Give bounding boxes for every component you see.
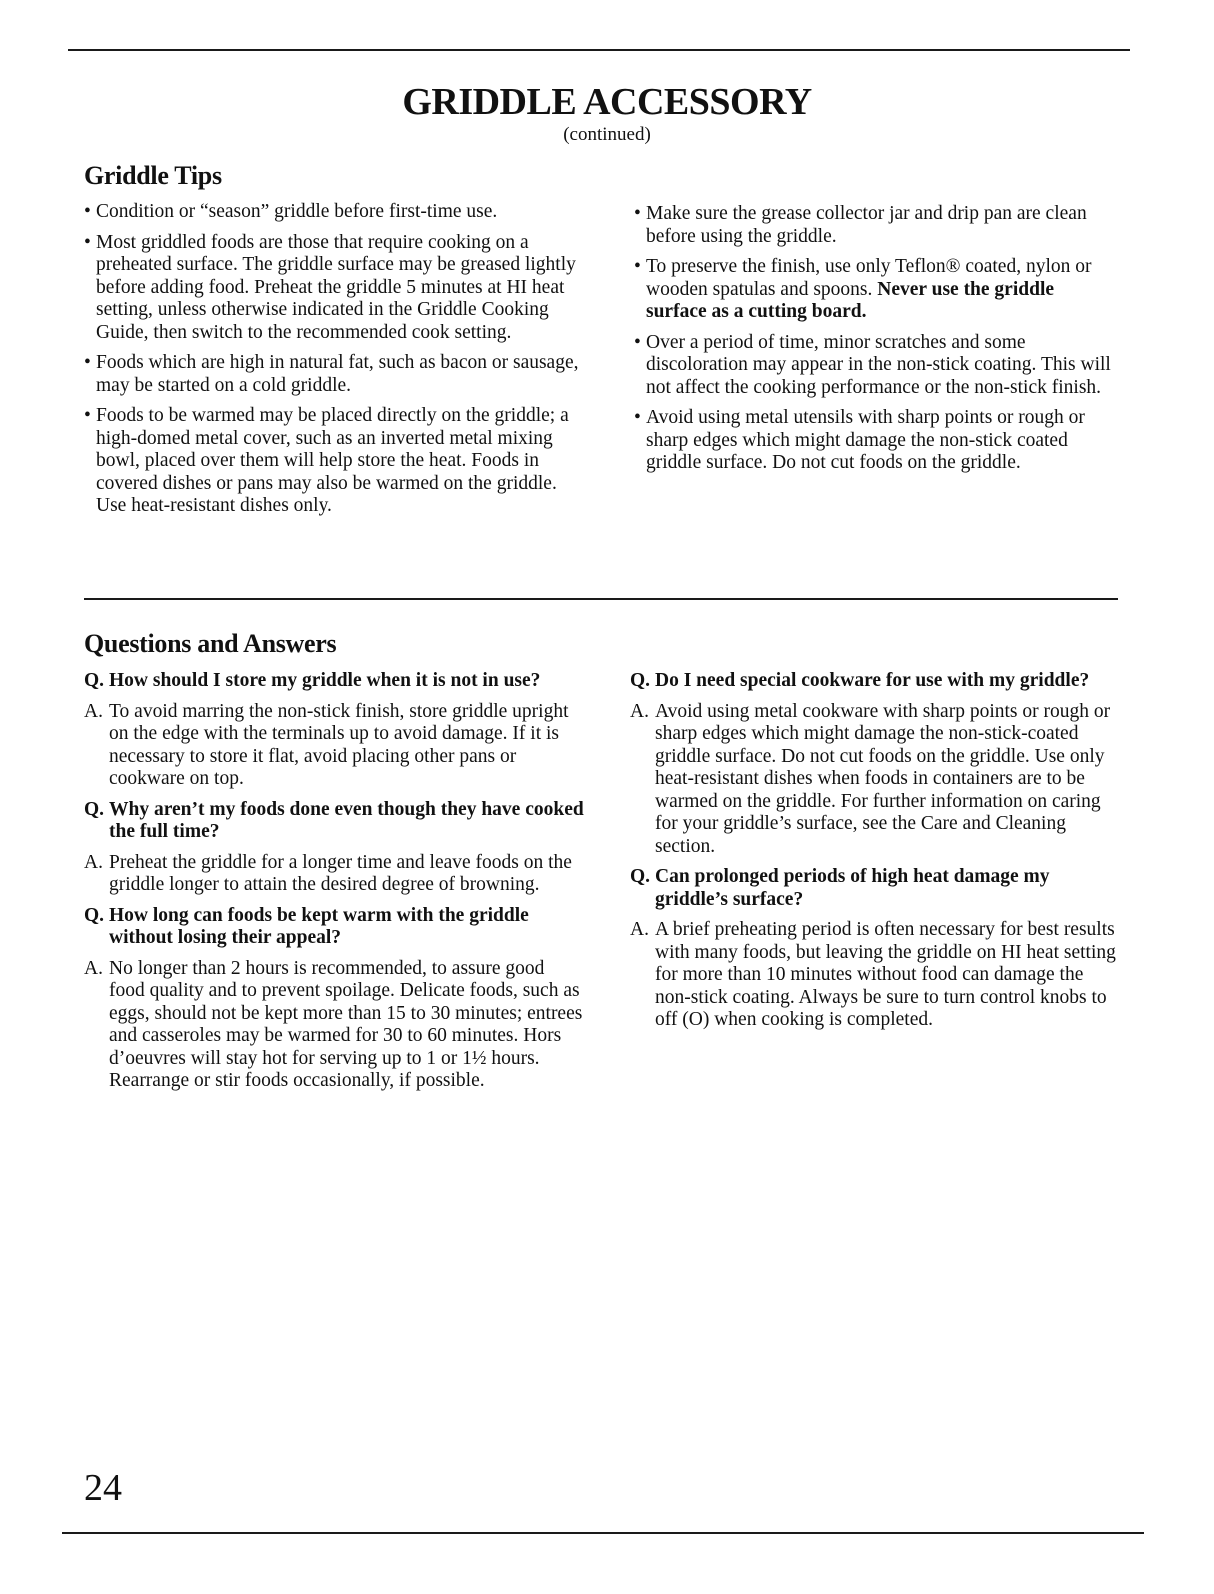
tip-item [634,407,1114,475]
tip-item [84,201,584,224]
tip-text: Over a period of time, minor scratches and some discoloration may appear in the non-stick coating. This will not affect the cooking performance or the non-stick finish. [646,331,1111,398]
question [84,799,584,844]
answer [84,852,584,897]
question [630,866,1120,911]
page-number: 24 [84,1467,122,1509]
tip-item [84,352,584,397]
bullet-icon: • [634,203,641,224]
question-text: Can prolonged periods of high heat damage my griddle’s surface? [655,866,1050,910]
question-marker: Q. [84,670,105,691]
page-subtitle: (continued) [563,124,651,145]
tip-text: Foods to be warmed may be placed directly on the griddle; a high-domed metal cover, such as an inverted metal mixing bowl, placed over them will help store the heat. Foods in covered dishes or pans may also be warmed on the griddle. Use heat-resistant dishes only. [96,405,569,516]
answer [630,701,1120,859]
question-marker: Q. [630,670,651,691]
question-marker: Q. [84,798,105,820]
question-marker: Q. [84,904,105,926]
answer-text: A brief preheating period is often necessary for best results with many foods, but leaving the griddle on HI heat setting for more than 10 minutes without food can damage the non-stick coating. Always be sure to turn control knobs to off (O) when cooking is completed. [655,919,1116,1030]
section-divider [84,598,1118,600]
answer [84,701,584,791]
qa-right-column [630,670,1120,1040]
tip-text: Most griddled foods are those that require cooking on a preheated surface. The griddle surface may be greased lightly before adding food. Preheat the griddle 5 minutes at HI heat setting, unless otherwise indicated in the Griddle Cooking Guide, then switch to the recommended cook setting. [96,231,576,343]
answer-text: To avoid marring the non-stick finish, store griddle upright on the edge with the terminals up to avoid damage. If it is necessary to store it flat, avoid placing other pans or cookware on top. [109,700,569,789]
griddle-tips-left-column [84,201,584,526]
tip-item [634,332,1114,400]
question-text: Why aren’t my foods done even though they have cooked the full time? [109,798,584,842]
tip-text: Avoid using metal utensils with sharp points or rough or sharp edges which might damage the non-stick coated griddle surface. Do not cut foods on the griddle. [646,407,1085,473]
qa-left-column [84,670,584,1101]
question-marker: Q. [630,866,651,887]
tip-item [634,203,1114,248]
top-divider [68,49,1130,51]
bullet-icon: • [634,407,641,428]
answer-text: Preheat the griddle for a longer time and leave foods on the griddle longer to attain the desired degree of browning. [109,851,572,895]
bullet-icon: • [84,231,91,253]
questions-answers-heading: Questions and Answers [84,629,337,658]
answer-marker: A. [630,919,649,940]
question [84,905,584,950]
tip-item [634,256,1114,324]
tip-item [84,405,584,518]
answer-marker: A. [84,851,103,873]
answer [630,919,1120,1032]
question-text: How should I store my griddle when it is not in use? [109,670,541,691]
answer-text: Avoid using metal cookware with sharp points or rough or sharp edges which might damage the non-stick-coated griddle surface. Do not cut foods on the griddle. Use only heat-resistant dishes when foods in containers are to be warmed on the griddle. For further information on caring for your griddle’s surface, see the Care and Cleaning section. [655,700,1111,857]
answer [84,958,584,1093]
bullet-icon: • [84,405,91,426]
griddle-tips-heading: Griddle Tips [84,161,222,190]
bottom-divider [62,1532,1144,1534]
tip-text: Condition or “season” griddle before first-time use. [96,201,498,222]
bullet-icon: • [84,352,91,373]
page-title: GRIDDLE ACCESSORY [402,81,812,123]
answer-text: No longer than 2 hours is recommended, to assure good food quality and to prevent spoilage. Delicate foods, such as eggs, should not be kept more than 15 to 30 minutes; entrees and casseroles may be warmed for 30 to 60 minutes. Hors d’oeuvres will stay hot for serving up to 1 or 1½ hours. Rearrange or stir foods occasionally, if possible. [109,957,583,1091]
answer-marker: A. [84,957,103,979]
question-text: How long can foods be kept warm with the griddle without losing their appeal? [109,904,529,948]
answer-marker: A. [84,700,103,722]
bullet-icon: • [84,201,91,222]
answer-marker: A. [630,700,649,722]
tip-text: Foods which are high in natural fat, such as bacon or sausage, may be started on a cold griddle. [96,352,579,396]
bullet-icon: • [634,331,641,353]
question [84,670,584,693]
bullet-icon: • [634,256,641,277]
question-text: Do I need special cookware for use with my griddle? [655,670,1090,691]
griddle-tips-right-column [634,203,1114,483]
question [630,670,1120,693]
tip-item [84,232,584,345]
tip-text: To preserve the finish, use only Teflon® coated, nylon or wooden spatulas and spoons. [646,256,1092,300]
cutting-board-warning: Never use the griddle surface as a cutting board. [646,278,1055,322]
tip-text: Make sure the grease collector jar and drip pan are clean before using the griddle. [646,203,1087,247]
